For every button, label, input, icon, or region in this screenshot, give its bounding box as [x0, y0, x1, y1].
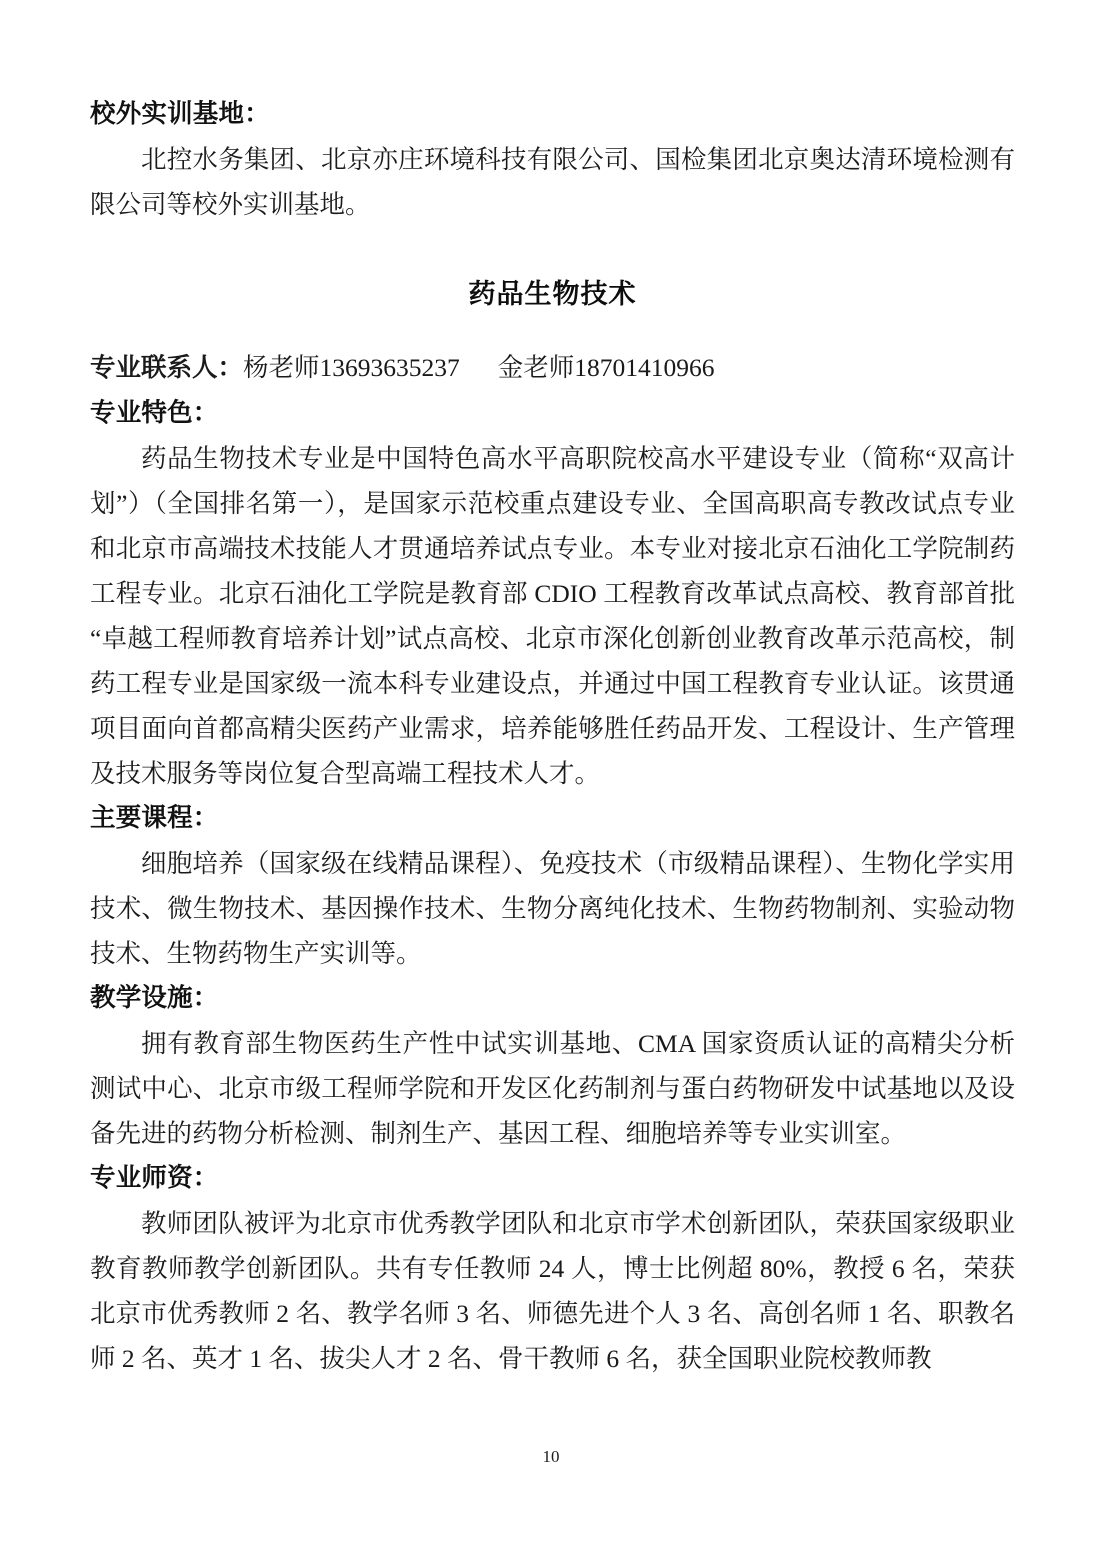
paragraph-facilities: 拥有教育部生物医药生产性中试实训基地、CMA 国家资质认证的高精尖分析测试中心、北京市级工程师学院和开发区化药制剂与蛋白药物研发中试基地以及设备先进的药物分析检测、制剂生产、基因工程、细胞培养等专业实训室。 — [90, 1029, 1015, 1148]
section-heading-features: 专业特色： — [90, 398, 219, 428]
page-content — [90, 92, 1015, 1381]
contact-label: 专业联系人： — [90, 353, 244, 383]
paragraph-courses: 细胞培养（国家级在线精品课程）、免疫技术（市级精品课程）、生物化学实用技术、微生物技术、基因操作技术、生物分离纯化技术、生物药物制剂、实验动物技术、生物药物生产实训等。 — [90, 849, 1015, 968]
contact-person-1-name: 杨老师 — [243, 353, 320, 382]
section-heading-faculty: 专业师资： — [90, 1163, 219, 1193]
page-title: 药品生物技术 — [468, 279, 637, 310]
spacer — [90, 227, 1015, 272]
section-heading-facilities: 教学设施： — [90, 983, 219, 1013]
contact-person-2-phone: 18701410966 — [574, 353, 715, 382]
section-heading-offcampus-base: 校外实训基地： — [90, 99, 270, 129]
section-heading-courses: 主要课程： — [90, 803, 219, 833]
paragraph-offcampus-base: 北控水务集团、北京亦庄环境科技有限公司、国检集团北京奥达清环境检测有限公司等校外实训基地。 — [90, 145, 1015, 219]
contact-line — [90, 345, 1015, 391]
contact-person-1-phone: 13693635237 — [319, 353, 460, 382]
spacer — [90, 317, 1015, 345]
paragraph-faculty: 教师团队被评为北京市优秀教学团队和北京市学术创新团队，荣获国家级职业教育教师教学创新团队。共有专任教师 24 人，博士比例超 80%，教授 6 名，荣获北京市优秀教师 2 名、教学名师 3 名、师德先进个人 3 名、高创名师 1 名、职教名师 2 名、英才 1 名、拔尖人才 2 名、骨干教师 6 名，获全国职业院校教师教 — [90, 1209, 1015, 1373]
paragraph-features: 药品生物技术专业是中国特色高水平高职院校高水平建设专业（简称“双高计划”）（全国排名第一），是国家示范校重点建设专业、全国高职高专教改试点专业和北京市高端技术技能人才贯通培养试点专业。本专业对接北京石油化工学院制药工程专业。北京石油化工学院是教育部 CDIO 工程教育改革试点高校、教育部首批“卓越工程师教育培养计划”试点高校、北京市深化创新创业教育改革示范高校，制药工程专业是国家级一流本科专业建设点，并通过中国工程教育专业认证。该贯通项目面向首都高精尖医药产业需求，培养能够胜任药品开发、工程设计、生产管理及技术服务等岗位复合型高端工程技术人才。 — [90, 444, 1015, 788]
contact-person-2-name: 金老师 — [497, 353, 575, 382]
page-number: 10 — [542, 1447, 560, 1466]
